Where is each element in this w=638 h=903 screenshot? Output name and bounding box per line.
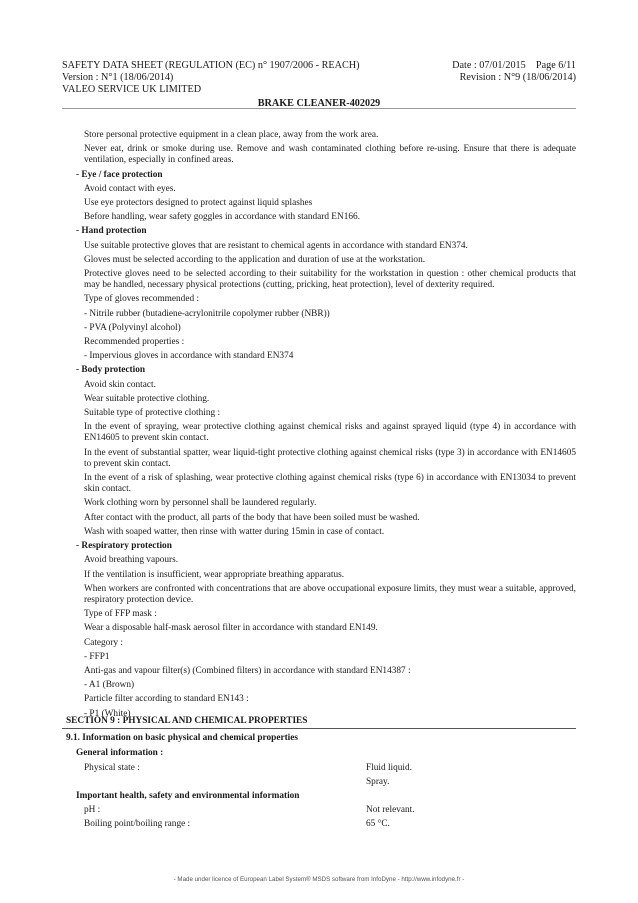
paragraph: In the event of a risk of splashing, wear protective clothing against chemical risks (type 6) in accordance with EN13034 to prevent skin contact. [84, 473, 576, 495]
paragraph: Avoid contact with eyes. [84, 183, 176, 194]
general-information-heading: General information : [76, 748, 164, 759]
paragraph: - Nitrile rubber (butadiene-acrylonitrile copolymer rubber (NBR)) [84, 308, 330, 319]
physical-state-value-2: Spray. [366, 776, 390, 787]
header-row-2 [62, 72, 576, 84]
paragraph: Type of gloves recommended : [84, 294, 200, 305]
paragraph: Before handling, wear safety goggles in accordance with standard EN166. [84, 212, 360, 223]
section-9 [62, 716, 576, 834]
paragraph: Use eye protectors designed to protect against liquid splashes [84, 198, 313, 209]
paragraph: Work clothing worn by personnel shall be laundered regularly. [84, 498, 317, 509]
section-8-content [62, 130, 576, 723]
subsection-heading: - Body protection [76, 365, 146, 376]
page-footer: - Made under licence of European Label System® MSDS software from InfoDyne - http://www.infodyne.fr - [173, 876, 465, 883]
paragraph: Use suitable protective gloves that are resistant to chemical agents in accordance with standard EN374. [84, 240, 468, 251]
paragraph: After contact with the product, all parts of the body that have been soiled must be washed. [84, 512, 420, 523]
paragraph: Wear a disposable half-mask aerosol filter in accordance with standard EN149. [84, 623, 378, 634]
paragraph: Never eat, drink or smoke during use. Remove and wash contaminated clothing before re-using. Ensure that there is adequate ventilation, especially in confined areas. [84, 144, 576, 166]
section-9-1-subtitle: 9.1. Information on basic physical and chemical properties [66, 733, 298, 744]
paragraph: Suitable type of protective clothing : [84, 408, 221, 419]
paragraph: When workers are confronted with concentrations that are above occupational exposure limits, they must wear a suitable, approved, respiratory protection device. [84, 583, 576, 605]
page-header [62, 60, 576, 110]
physical-state-label-empty [84, 777, 366, 788]
paragraph: Recommended properties : [84, 337, 185, 348]
paragraph: Particle filter according to standard EN143 : [84, 694, 249, 705]
paragraph: If the ventilation is insufficient, wear appropriate breathing apparatus. [84, 569, 345, 580]
paragraph: Wash with soaped watter, then rinse with watter during 15min in case of contact. [84, 526, 385, 537]
paragraph: - P1 (White) [84, 708, 131, 719]
product-title: BRAKE CLEANER-402029 [257, 98, 381, 109]
boiling-point-value: 65 °C. [366, 819, 390, 830]
header-row-3 [62, 84, 576, 96]
paragraph: - FFP1 [84, 651, 110, 662]
physical-state-row-2 [84, 777, 576, 788]
paragraph: Store personal protective equipment in a clean place, away from the work area. [84, 130, 379, 140]
ph-row [84, 805, 576, 816]
physical-state-value: Fluid liquid. [366, 762, 412, 773]
paragraph: Avoid skin contact. [84, 379, 156, 390]
paragraph: Type of FFP mask : [84, 609, 157, 620]
paragraph: - A1 (Brown) [84, 680, 135, 691]
document-regulation-title: SAFETY DATA SHEET (REGULATION (EC) n° 1907/2006 - REACH) [62, 60, 360, 71]
paragraph: In the event of substantial spatter, wear liquid-tight protective clothing against chemical risks (type 3) in accordance with EN14605 to prevent skin contact. [84, 447, 576, 469]
paragraph: Anti-gas and vapour filter(s) (Combined filters) in accordance with standard EN14387 : [84, 665, 411, 676]
paragraph: Category : [84, 637, 123, 648]
date-page-info: Date : 07/01/2015 Page 6/11 [452, 60, 576, 71]
paragraph: In the event of spraying, wear protective clothing against chemical risks and against sprayed liquid (type 4) in accordance with EN14605 to prevent skin contact. [84, 422, 576, 444]
version-info: Version : N°1 (18/06/2014) [62, 72, 174, 83]
section-9-title: SECTION 9 : PHYSICAL AND CHEMICAL PROPERTIES [62, 716, 576, 729]
paragraph: Wear suitable protective clothing. [84, 393, 210, 404]
paragraph: - Impervious gloves in accordance with standard EN374 [84, 351, 294, 362]
subsection-heading: - Respiratory protection [76, 541, 172, 552]
ph-label: pH : [84, 805, 101, 816]
physical-state-label: Physical state : [84, 762, 140, 773]
physical-state-row [84, 763, 576, 774]
subsection-heading: - Eye / face protection [76, 169, 163, 180]
paragraph: - PVA (Polyvinyl alcohol) [84, 322, 181, 333]
header-row-1 [62, 60, 576, 72]
important-info-heading: Important health, safety and environmental information [76, 791, 300, 802]
company-name: VALEO SERVICE UK LIMITED [62, 84, 202, 95]
header-divider [62, 108, 576, 109]
paragraph: Avoid breathing vapours. [84, 555, 179, 566]
boiling-point-row [84, 819, 576, 830]
ph-value: Not relevant. [366, 805, 415, 816]
revision-info: Revision : N°9 (18/06/2014) [459, 72, 576, 83]
boiling-point-label: Boiling point/boiling range : [84, 819, 191, 830]
subsection-heading: - Hand protection [76, 226, 147, 237]
paragraph: Gloves must be selected according to the application and duration of use at the workstation. [84, 254, 426, 265]
paragraph: Protective gloves need to be selected according to their suitability for the workstation in question : other chemical products that may be handled, necessary physical protections (cutting, pricking, heat protection), level of dexterity required. [84, 269, 576, 291]
